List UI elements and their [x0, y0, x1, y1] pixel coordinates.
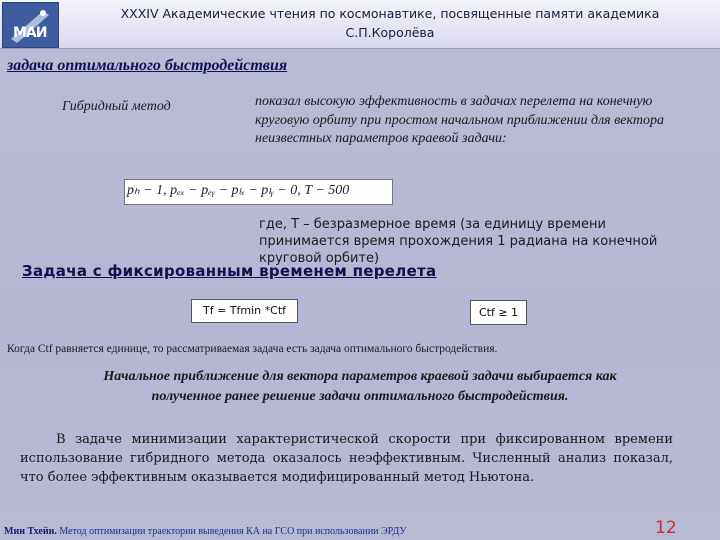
- initial-line-2: полученное ранее решение задачи оптимального быстродействия.: [151, 389, 569, 404]
- footer: [4, 526, 406, 537]
- initial-approx-text: [20, 367, 700, 407]
- formula-text: pₕ − 1, pₑₓ − pₑᵧ − pₗₓ − pₗᵧ − 0, T − 500: [127, 183, 350, 198]
- conclusion-paragraph: В задаче минимизации характеристической скорости при фиксированном времени использование гибридного метода оказалось неэффективным. Численный анализ показал, что более эффективным оказывается модифицированный метод Ньютона.: [20, 432, 673, 485]
- formula-box: [124, 179, 393, 205]
- where-text: где, T – безразмерное время (за единицу времени принимается время прохождения 1 радиана на конечной круговой орбите): [259, 217, 658, 266]
- title-line-2: С.П.Королёва: [345, 25, 435, 40]
- conference-title: [80, 4, 700, 42]
- mai-logo: [2, 2, 59, 48]
- section-title-optimal: задача оптимального быстродействия: [7, 57, 288, 74]
- footer-title: Метод оптимизации траектории выведения КА на ГСО при использовании ЭРДУ: [59, 526, 407, 537]
- header-bar: [0, 0, 720, 49]
- logo-text: МАИ: [13, 25, 47, 41]
- when-text: Когда Ctf равняется единице, то рассматриваемая задача есть задача оптимального быстродействия.: [7, 343, 498, 355]
- footer-author: Мин Тхейн.: [4, 526, 57, 537]
- formula-tf-box: Tf = Tfmin *Ctf: [191, 299, 298, 323]
- section-title-fixed-time: Задача с фиксированным временем перелета: [22, 262, 437, 280]
- method-description: показал высокую эффективность в задачах перелета на конечную круговую орбиту при простом начальном приближении для вектора неизвестных параметров краевой задачи:: [255, 94, 664, 146]
- page-number: 12: [655, 518, 677, 538]
- initial-line-1: Начальное приближение для вектора параметров краевой задачи выбирается как: [103, 369, 617, 384]
- hybrid-method-label: Гибридный метод: [62, 99, 171, 114]
- title-line-1: XXXIV Академические чтения по космонавтике, посвященные памяти академика: [120, 6, 660, 21]
- formula-ctf-box: Ctf ≥ 1: [470, 300, 527, 325]
